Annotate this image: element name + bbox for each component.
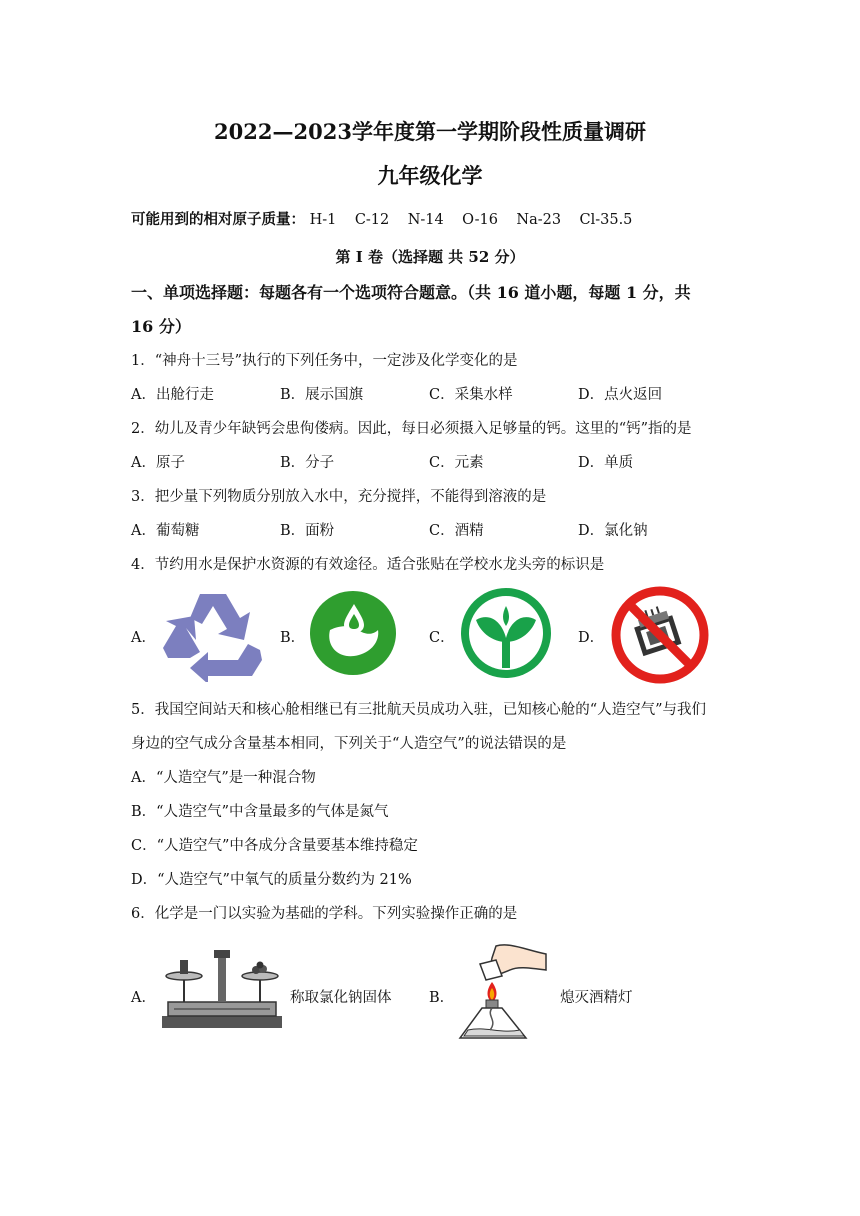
- balance-icon: [160, 946, 284, 1032]
- page-title: 2022—2023学年度第一学期阶段性质量调研: [214, 119, 646, 144]
- option-a: A．出舱行走: [131, 387, 214, 403]
- option-b: B．面粉: [280, 523, 335, 539]
- section-heading-line2: 16 分）: [131, 317, 191, 336]
- question-stem: 2．幼儿及青少年缺钙会患佝偻病。因此，每日必须摄入足够量的钙。这里的“钙”指的是: [131, 421, 692, 437]
- part-heading: 第 I 卷（选择题 共 52 分）: [335, 248, 525, 266]
- option-b: B．分子: [280, 455, 335, 471]
- water-saving-icon: [308, 590, 398, 676]
- no-fire-icon: [608, 584, 712, 686]
- question-stem: 1．“神舟十三号”执行的下列任务中，一定涉及化学变化的是: [131, 353, 518, 369]
- atomic-masses: [131, 208, 632, 229]
- option-a: A．原子: [131, 455, 185, 471]
- option-d: D．氯化钠: [578, 523, 648, 539]
- option-a: A．: [131, 990, 156, 1006]
- question-stem: 6．化学是一门以实验为基础的学科。下列实验操作正确的是: [131, 906, 518, 922]
- option-c: C．元素: [429, 455, 484, 471]
- option-b: B．“人造空气”中含量最多的气体是氮气: [131, 804, 389, 820]
- option-a: A．: [131, 630, 156, 646]
- option-a: A．葡萄糖: [131, 523, 200, 539]
- green-food-icon: [458, 586, 554, 680]
- option-b-caption: 熄灭酒精灯: [560, 990, 633, 1006]
- option-a: A．“人造空气”是一种混合物: [131, 770, 316, 786]
- page-subtitle: 九年级化学: [377, 163, 483, 188]
- recycle-icon: [160, 588, 266, 682]
- option-c: C．“人造空气”中各成分含量要基本维持稳定: [131, 838, 418, 854]
- option-c: C．: [429, 630, 455, 646]
- option-d: D．“人造空气”中氧气的质量分数约为 21%: [131, 872, 412, 888]
- option-d: D．单质: [578, 455, 634, 471]
- question-stem: 4．节约用水是保护水资源的有效途径。适合张贴在学校水龙头旁的标识是: [131, 557, 605, 573]
- question-stem: 5．我国空间站天和核心舱相继已有三批航天员成功入驻，已知核心舱的“人造空气”与我们: [131, 702, 707, 718]
- option-d: D．: [578, 630, 605, 646]
- question-stem: 3．把少量下列物质分别放入水中，充分搅拌，不能得到溶液的是: [131, 489, 547, 505]
- alcohol-lamp-icon: [456, 942, 552, 1050]
- atomic-masses-label: 可能用到的相对原子质量：: [131, 211, 305, 228]
- option-b: B．: [280, 630, 306, 646]
- option-c: C．酒精: [429, 523, 484, 539]
- section-heading-line1: 一、单项选择题：每题各有一个选项符合题意。（共 16 道小题，每题 1 分，共: [131, 283, 691, 302]
- question-stem-cont: 身边的空气成分含量基本相同，下列关于“人造空气”的说法错误的是: [131, 736, 567, 752]
- option-b: B．: [429, 990, 455, 1006]
- option-b: B．展示国旗: [280, 387, 364, 403]
- option-c: C．采集水样: [429, 387, 513, 403]
- atomic-masses-values: H-1 C-12 N-14 O-16 Na-23 Cl-35.5: [309, 212, 633, 228]
- option-d: D．点火返回: [578, 387, 663, 403]
- option-a-caption: 称取氯化钠固体: [290, 990, 392, 1006]
